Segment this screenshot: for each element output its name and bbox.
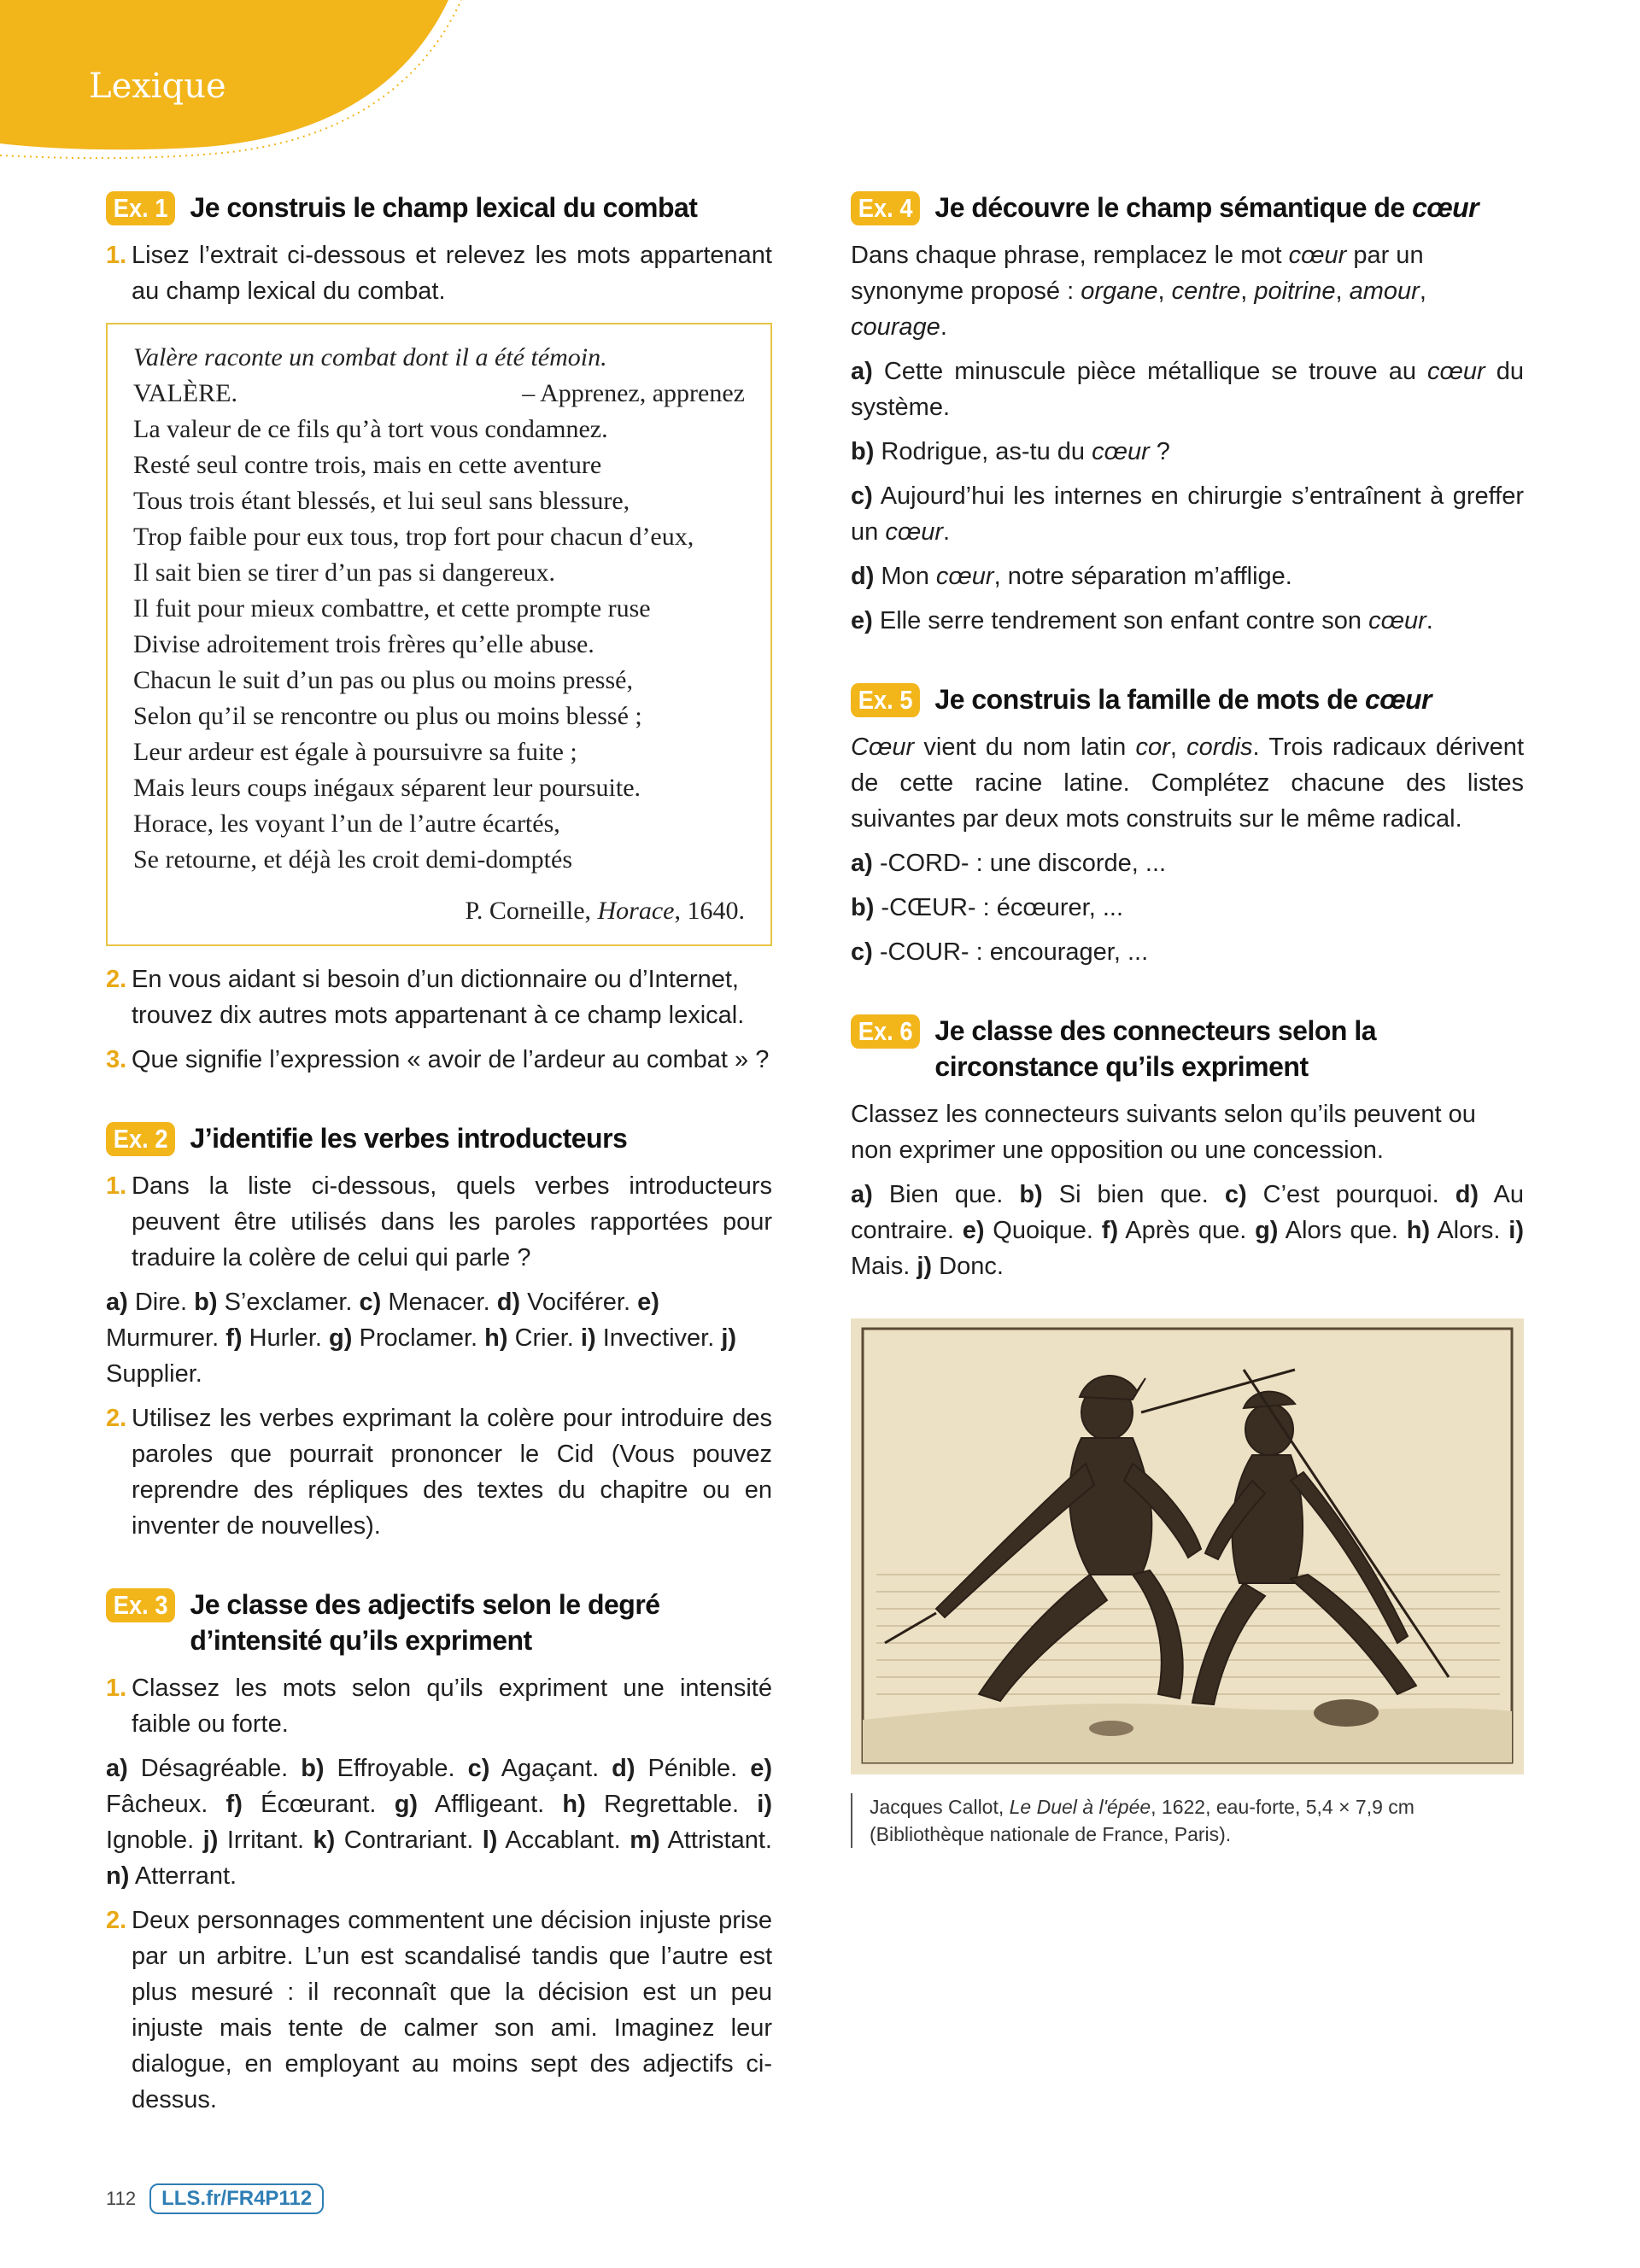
item-text: Cette minuscule pièce métallique se trouve au [872, 358, 1428, 385]
option-value: Proclamer. [352, 1324, 485, 1352]
item-key: b) [851, 438, 875, 465]
question-text: En vous aidant si besoin d’un dictionnaire ou d’Internet, trouvez dix autres mots appartenant à ce champ lexical. [132, 966, 745, 1029]
poem-source [133, 893, 745, 929]
item-key: b) [851, 894, 875, 921]
intro-text: par un synonyme proposé : [851, 242, 1424, 305]
item-text: Elle serre tendrement son enfant contre son [872, 607, 1369, 634]
question-text: Deux personnages commentent une décision injuste prise par un arbitre. L’un est scandalisé tandis que l’autre est plus mesuré : il reconnaît que la décision est un peu injuste mais tente de calmer son ami. Imaginez leur dialogue, en employant au moins sept des adjectifs ci-dessus. [132, 1907, 772, 2113]
poem-verse: Selon qu’il se rencontre ou plus ou moins blessé ; [133, 702, 642, 730]
option-value: Contrariant. [335, 1827, 483, 1854]
option-value: Pénible. [635, 1755, 751, 1782]
option-value: Supplier. [106, 1360, 202, 1388]
duel-illustration [851, 1318, 1524, 1774]
option-value: Atterrant. [129, 1862, 237, 1890]
item-text: -CŒUR- : écœurer, ... [874, 894, 1124, 921]
exercise-title [934, 190, 1479, 225]
option-value: Agaçant. [489, 1755, 612, 1782]
title-text: Je construis la famille de mots de [934, 684, 1365, 715]
question-number: 1. [106, 242, 127, 269]
option-key: f) [226, 1791, 243, 1818]
question-number: 2. [106, 966, 127, 993]
question-text: Dans la liste ci-dessous, quels verbes introducteurs peuvent être utilisés dans les paroles rapportées pour traduire la colère de celui qui parle ? [132, 1172, 772, 1271]
sentence-item [851, 478, 1524, 550]
option-key: m) [630, 1827, 660, 1854]
title-emphasis: cœur [1364, 684, 1432, 715]
sentence-item [851, 603, 1524, 639]
exercise-2 [106, 1120, 772, 1544]
option-key: c) [1224, 1181, 1247, 1208]
adjective-options [106, 1751, 772, 1894]
item-key: d) [851, 563, 875, 590]
option-value: Invectiver. [595, 1324, 722, 1352]
option-key: l) [482, 1827, 498, 1854]
question-1 [106, 1670, 772, 1742]
question-number: 2. [106, 1907, 127, 1934]
option-value: Au contraire. [851, 1181, 1524, 1244]
poem-verse: Se retourne, et déjà les croit demi-domptés [133, 845, 572, 874]
caption-work-title: Le Duel à l'épée [1009, 1796, 1151, 1818]
question-2 [106, 1400, 772, 1544]
option-key: g) [329, 1324, 353, 1352]
exercise-3 [106, 1587, 772, 2118]
option-value: Vociférer. [520, 1289, 638, 1316]
poem-verse: Divise adroitement trois frères qu’elle abuse. [133, 630, 594, 658]
synonym: organe [1081, 278, 1158, 305]
item-key: c) [851, 938, 873, 966]
question-number: 3. [106, 1046, 127, 1073]
option-key: g) [394, 1791, 419, 1818]
intro-emphasis: Cœur [851, 734, 915, 761]
poem-work: Horace [597, 897, 675, 925]
option-value: Mais. [851, 1253, 917, 1280]
connector-options [851, 1177, 1524, 1284]
intro-text: , [1169, 734, 1187, 761]
exercise-5-header [851, 681, 1524, 717]
intro-text: vient du nom latin [914, 734, 1136, 761]
poem-verse: Tous trois étant blessés, et lui seul sans blessure, [133, 487, 630, 515]
section-corner-banner [0, 0, 478, 171]
exercise-badge: Ex. 5 [851, 683, 920, 717]
question-1 [106, 1168, 772, 1276]
figure-caption [851, 1793, 1524, 1848]
item-text: -CORD- : une discorde, ... [872, 850, 1167, 877]
option-value: Irritant. [218, 1827, 313, 1854]
caption-line-1 [870, 1793, 1524, 1821]
option-key: b) [194, 1289, 218, 1316]
item-text: . [1426, 607, 1433, 634]
poem-extract [106, 323, 772, 946]
sentence-item [851, 354, 1524, 425]
exercise-3-header [106, 1587, 772, 1658]
option-key: j) [202, 1827, 219, 1854]
option-key: j) [721, 1324, 737, 1352]
question-text: Utilisez les verbes exprimant la colère pour introduire des paroles que pourrait prononcer le Cid (Vous pouvez reprendre des répliques des textes du chapitre ou en inventer de nouvelles). [132, 1405, 772, 1540]
exercise-2-header [106, 1120, 772, 1156]
caption-line-2: (Bibliothèque nationale de France, Paris). [870, 1823, 1232, 1845]
option-key: i) [1508, 1217, 1524, 1244]
option-key: d) [1455, 1181, 1479, 1208]
item-text: du système. [851, 358, 1524, 421]
question-number: 1. [106, 1172, 127, 1200]
option-value: Effroyable. [324, 1755, 468, 1782]
verb-options [106, 1284, 772, 1392]
item-text: , notre séparation m’afflige. [993, 563, 1292, 590]
poem-author: P. Corneille, [465, 897, 598, 925]
caption-text: Jacques Callot, [870, 1796, 1010, 1818]
option-value: Après que. [1118, 1217, 1256, 1244]
intro-emphasis: cordis [1186, 734, 1253, 761]
exercise-title: Je construis le champ lexical du combat [190, 192, 698, 223]
right-column [851, 190, 1524, 1848]
poem-verse: Resté seul contre trois, mais en cette aventure [133, 451, 602, 479]
poem-verse: Il sait bien se tirer d’un pas si dangereux. [133, 558, 556, 587]
item-emphasis: cœur [935, 563, 994, 590]
question-2 [106, 1903, 772, 2118]
option-value: Bien que. [872, 1181, 1020, 1208]
poem-verse: Mais leurs coups inégaux séparent leur poursuite. [133, 774, 641, 802]
exercise-badge: Ex. 3 [106, 1588, 175, 1622]
poem-verse: Leur ardeur est égale à poursuivre sa fuite ; [133, 738, 577, 766]
option-key: d) [612, 1755, 636, 1782]
option-value: S’exclamer. [217, 1289, 360, 1316]
option-value: Accablant. [497, 1827, 630, 1854]
poem-verse: Il fuit pour mieux combattre, et cette prompte ruse [133, 594, 651, 623]
item-text: -COUR- : encourager, ... [872, 938, 1149, 966]
poem-verse: Chacun le suit d’un pas ou plus ou moins pressé, [133, 666, 633, 694]
exercise-6-header [851, 1013, 1524, 1084]
option-key: h) [562, 1791, 586, 1818]
option-key: c) [467, 1755, 490, 1782]
item-text: ? [1149, 438, 1170, 465]
question-3 [106, 1042, 772, 1078]
poem-speaker-line [133, 376, 745, 412]
exercise-1-header [106, 190, 772, 225]
option-key: a) [851, 1181, 873, 1208]
option-value: Écœurant. [242, 1791, 395, 1818]
option-key: d) [496, 1289, 521, 1316]
option-value: Crier. [507, 1324, 581, 1352]
option-value: Ignoble. [106, 1827, 203, 1854]
exercise-4 [851, 190, 1524, 639]
item-emphasis: cœur [1092, 438, 1150, 465]
option-key: i) [580, 1324, 596, 1352]
option-key: h) [1406, 1217, 1431, 1244]
synonym: poitrine [1254, 278, 1336, 305]
question-text: Que signifie l’expression « avoir de l’ardeur au combat » ? [132, 1046, 770, 1073]
synonym: centre [1171, 278, 1241, 305]
option-key: h) [484, 1324, 508, 1352]
option-value: Si bien que. [1042, 1181, 1225, 1208]
option-value: C’est pourquoi. [1246, 1181, 1456, 1208]
question-text: Lisez l’extrait ci-dessous et relevez les mots appartenant au champ lexical du combat. [132, 242, 772, 305]
exercise-badge: Ex. 1 [106, 191, 175, 225]
exercise-1 [106, 190, 772, 1078]
item-text: . [943, 518, 951, 546]
question-1 [106, 237, 772, 309]
exercise-title: Je classe des connecteurs selon la circonstance qu’ils expriment [934, 1015, 1376, 1082]
exercise-4-intro: Dans chaque phrase, remplacez le mot cœur par un synonyme proposé : organe, centre, poitrine, amour, courage. [851, 242, 1426, 341]
item-text: Mon [874, 563, 936, 590]
synonym: amour [1349, 278, 1420, 305]
item-emphasis: cœur [1427, 358, 1485, 385]
intro-emphasis: cor [1135, 734, 1170, 761]
item-key: a) [851, 358, 873, 385]
poem-speaker: VALÈRE. [133, 379, 237, 407]
option-key: c) [359, 1289, 382, 1316]
resource-link[interactable]: LLS.fr/FR4P112 [149, 2183, 324, 2214]
option-value: Murmurer. [106, 1324, 226, 1352]
caption-text: , 1622, eau-forte, 5,4 × 7,9 cm [1151, 1796, 1414, 1818]
item-emphasis: cœur [1368, 607, 1426, 634]
option-value: Regrettable. [585, 1791, 758, 1818]
exercise-badge: Ex. 6 [851, 1014, 920, 1049]
option-key: a) [106, 1755, 128, 1782]
exercise-6-intro: Classez les connecteurs suivants selon qu’ils peuvent ou non exprimer une opposition ou une concession. [851, 1101, 1476, 1164]
question-number: 2. [106, 1405, 127, 1432]
item-text: Rodrigue, as-tu du [874, 438, 1092, 465]
intro-text: . Trois radicaux dérivent de cette racine latine. Complétez chacune des listes suivantes par deux mots construits sur le même radical. [851, 734, 1524, 833]
radical-item [851, 934, 1524, 970]
option-key: g) [1255, 1217, 1279, 1244]
duel-etching-image [851, 1318, 1524, 1774]
option-key: a) [106, 1289, 128, 1316]
poem-first-verse: – Apprenez, apprenez [522, 379, 745, 407]
option-value: Alors que. [1278, 1217, 1407, 1244]
exercise-5 [851, 681, 1524, 970]
left-column [106, 190, 772, 2126]
option-key: e) [962, 1217, 985, 1244]
option-key: f) [226, 1324, 243, 1352]
option-key: f) [1101, 1217, 1119, 1244]
exercise-6 [851, 1013, 1524, 1284]
question-number: 1. [106, 1675, 127, 1702]
option-key: n) [106, 1862, 130, 1890]
sentence-item [851, 558, 1524, 594]
option-key: b) [301, 1755, 325, 1782]
question-text: Classez les mots selon qu’ils expriment une intensité faible ou forte. [132, 1675, 772, 1738]
item-emphasis: cœur [885, 518, 943, 546]
item-key: c) [851, 482, 873, 510]
intro-emphasis: cœur [1288, 242, 1347, 269]
question-2 [106, 962, 772, 1033]
exercise-5-intro [851, 729, 1524, 837]
option-value: Quoique. [984, 1217, 1102, 1244]
option-key: j) [917, 1253, 933, 1280]
sentence-item [851, 434, 1524, 470]
title-emphasis: cœur [1412, 192, 1479, 223]
exercise-badge: Ex. 4 [851, 191, 920, 225]
option-key: e) [637, 1289, 659, 1316]
option-key: k) [313, 1827, 336, 1854]
option-value: Désagréable. [127, 1755, 302, 1782]
page-footer [106, 2183, 324, 2214]
option-value: Donc. [932, 1253, 1004, 1280]
exercise-title: J’identifie les verbes introducteurs [190, 1123, 628, 1154]
exercise-title: Je classe des adjectifs selon le degré d’intensité qu’ils expriment [190, 1589, 660, 1656]
item-key: a) [851, 850, 873, 877]
poem-year: , 1640. [674, 897, 745, 925]
option-value: Affligeant. [418, 1791, 563, 1818]
option-value: Menacer. [381, 1289, 497, 1316]
item-key: e) [851, 607, 873, 634]
poem-intro: Valère raconte un combat dont il a été témoin. [133, 343, 607, 371]
option-value: Dire. [127, 1289, 195, 1316]
poem-verse: La valeur de ce fils qu’à tort vous condamnez. [133, 415, 608, 443]
page-number: 112 [106, 2188, 137, 2209]
synonym: courage [851, 313, 940, 341]
exercise-title [934, 681, 1432, 717]
option-key: e) [750, 1755, 772, 1782]
exercise-badge: Ex. 2 [106, 1122, 175, 1156]
option-key: b) [1019, 1181, 1043, 1208]
option-value: Alors. [1430, 1217, 1509, 1244]
option-value: Hurler. [242, 1324, 330, 1352]
item-text: Aujourd’hui les internes en chirurgie s’entraînent à greffer un [851, 482, 1524, 546]
intro-text: Dans chaque phrase, remplacez le mot [851, 242, 1289, 269]
poem-verse: Trop faible pour eux tous, trop fort pour chacun d’eux, [133, 523, 694, 551]
option-key: i) [757, 1791, 772, 1818]
exercise-4-header [851, 190, 1524, 225]
radical-item [851, 845, 1524, 881]
option-value: Fâcheux. [106, 1791, 226, 1818]
section-title: Lexique [89, 67, 226, 106]
option-value: Attristant. [659, 1827, 772, 1854]
title-text: Je découvre le champ sémantique de [934, 192, 1413, 223]
radical-item [851, 890, 1524, 926]
poem-verse: Horace, les voyant l’un de l’autre écartés, [133, 810, 560, 838]
